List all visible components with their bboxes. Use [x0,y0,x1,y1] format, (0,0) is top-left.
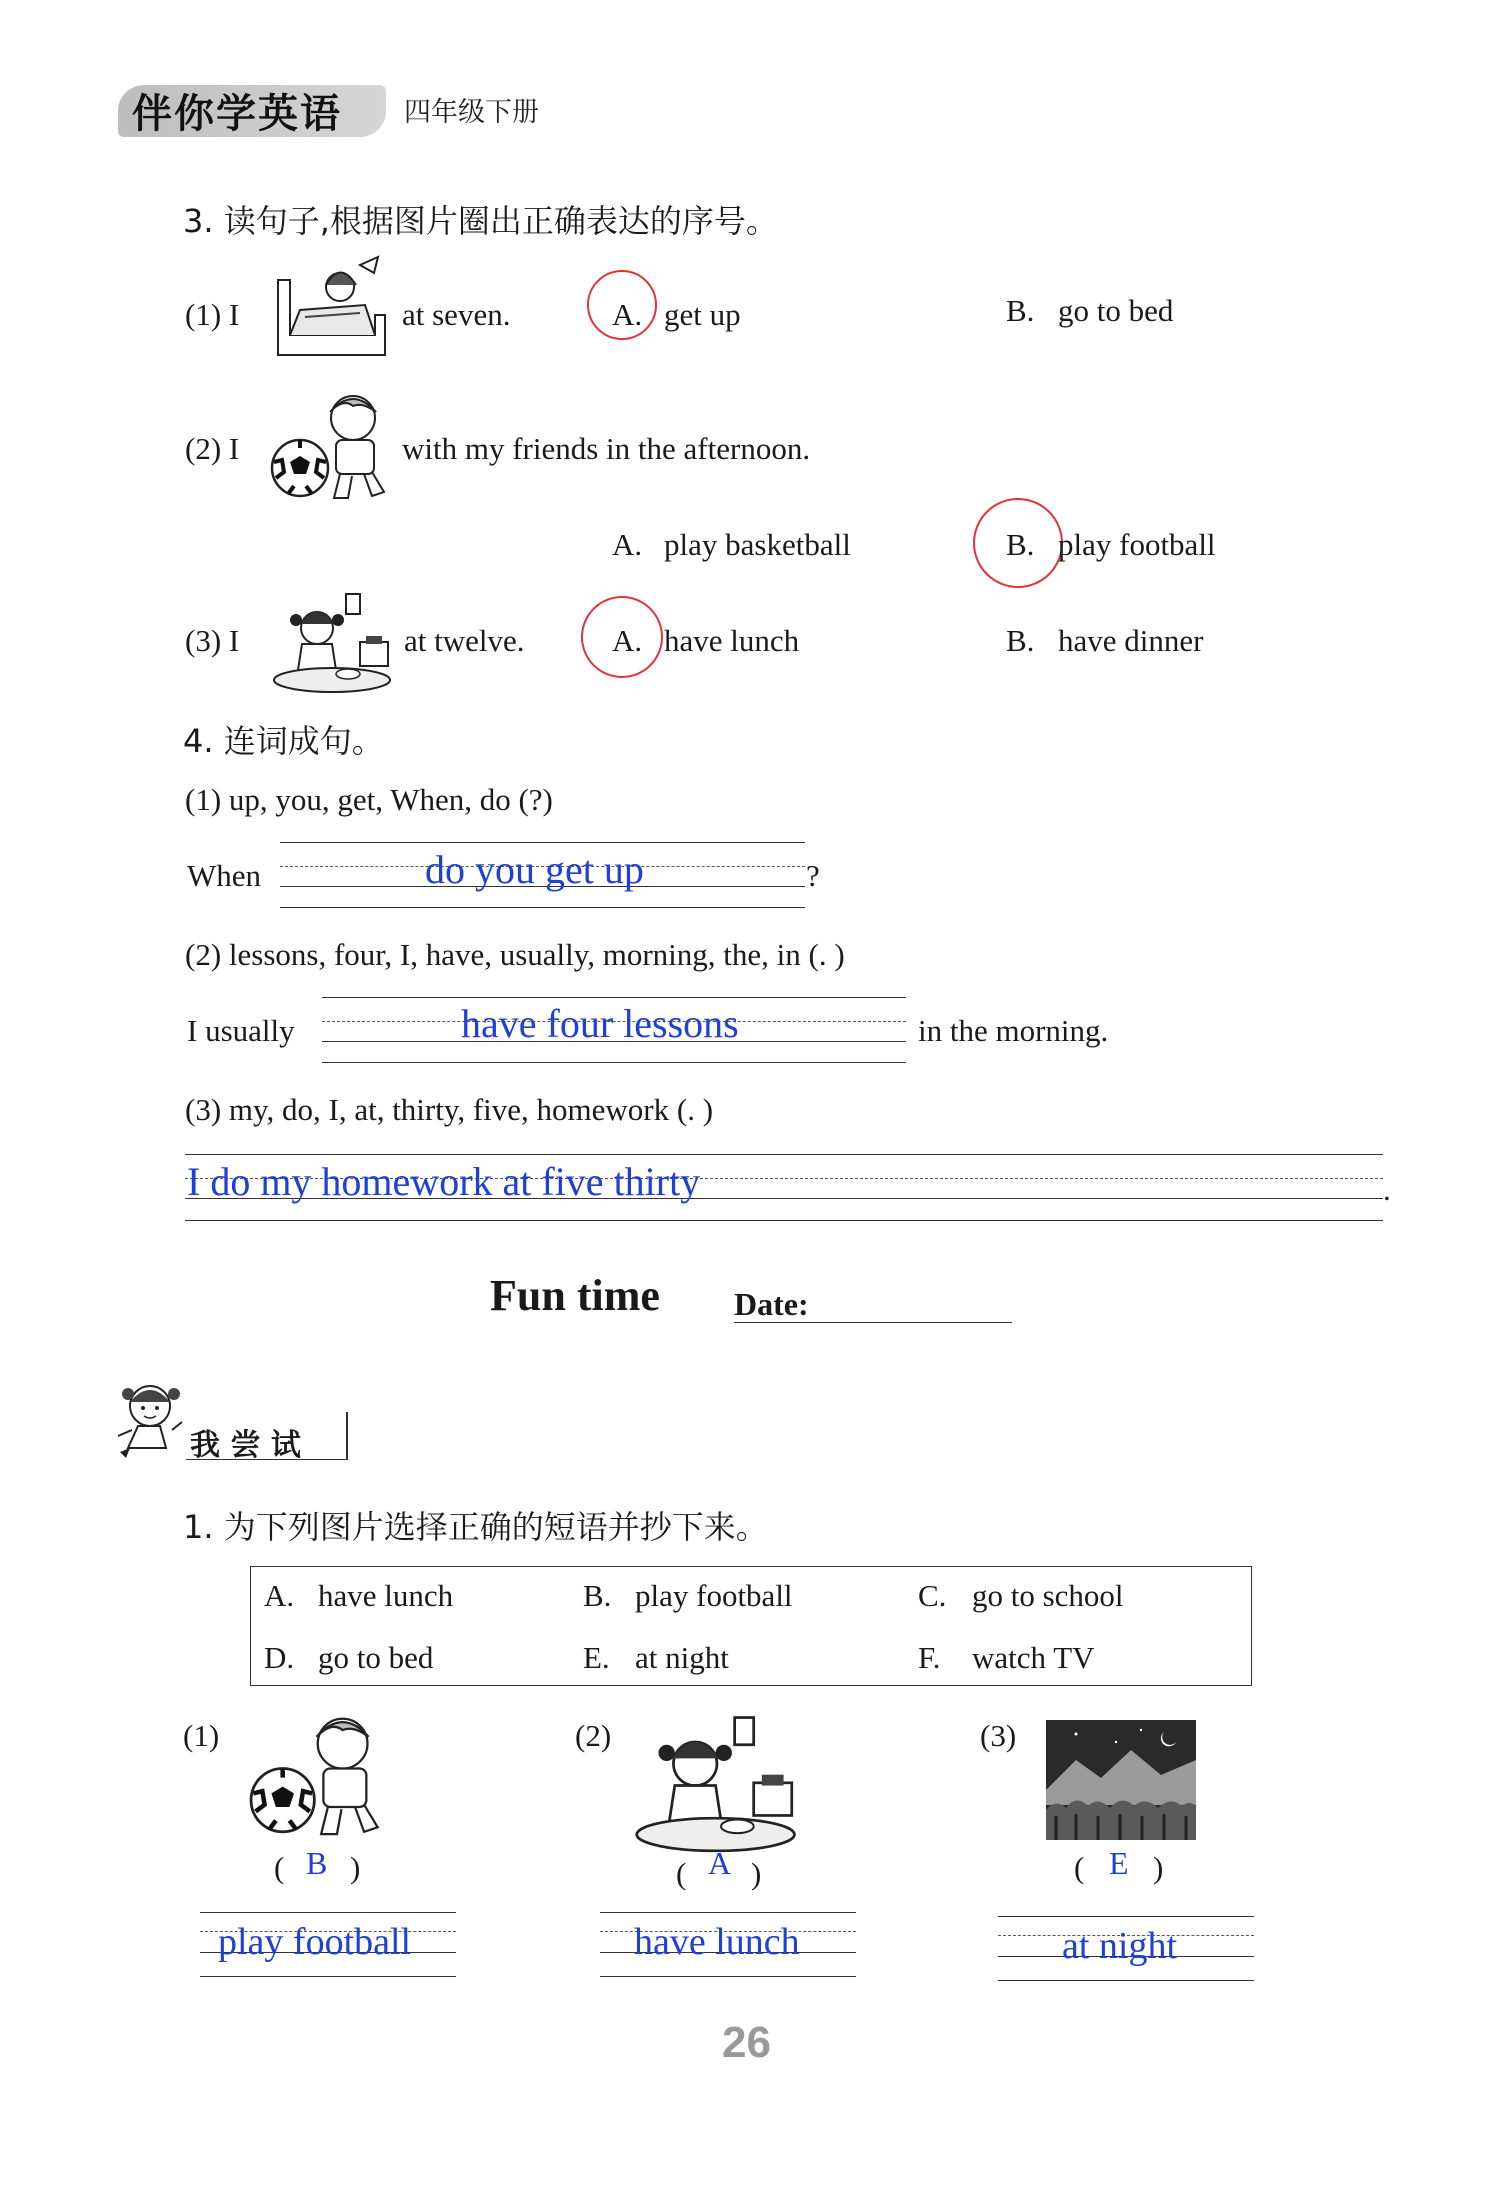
option-c-text: go to school [972,1578,1124,1613]
ex4-q1-words: (1) up, you, get, When, do (?) [185,782,553,817]
girl-lunch-icon [634,1712,804,1855]
writing-line [322,1062,906,1063]
picture3-paren-close: ) [1153,1850,1164,1885]
writing-line [600,1912,856,1913]
date-line [734,1322,1012,1323]
ex3-item1-opt-a-text[interactable]: get up [664,297,741,332]
ex4-q1-prefix: When [187,858,262,893]
option-e-text: at night [635,1640,729,1675]
writing-line [600,1976,856,1977]
ex3-item1-opt-b[interactable]: B. [1006,293,1035,328]
ex4-q2-words: (2) lessons, four, I, have, usually, morning, the, in (. ) [185,937,845,972]
ex3-item3-opt-a[interactable]: A. [612,623,643,658]
picture2-num: (2) [575,1718,612,1753]
option-c-letter: C. [918,1578,947,1613]
date-label: Date: [734,1286,809,1322]
girl-mascot-icon [108,1378,188,1460]
picture3-paren-open: ( [1074,1850,1085,1885]
writing-line [280,907,805,908]
option-a-text: have lunch [318,1578,454,1613]
picture2-paren-close: ) [751,1856,762,1891]
book-title: 伴你学英语 [132,91,342,137]
ex4-title: 4. 连词成句。 [183,722,384,760]
option-d-letter: D. [264,1640,295,1675]
ex3-item1-opt-a[interactable]: A. [612,297,643,332]
writing-line [185,1154,1383,1155]
grade-label: 四年级下册 [404,97,539,128]
ex4-q1-suffix: ? [806,858,820,893]
ex3-item2-num: (2) I [185,431,240,466]
try-badge-bar [346,1412,348,1460]
ex3-item1-opt-b-text[interactable]: go to bed [1058,293,1174,328]
ex3-item2-opt-a-text[interactable]: play basketball [664,527,851,562]
option-d-text: go to bed [318,1640,434,1675]
picture1-paren-open: ( [274,1850,285,1885]
option-b-text: play football [635,1578,793,1613]
ex3-title: 3. 读句子,根据图片圈出正确表达的序号。 [183,202,778,240]
ex4-q2-prefix: I usually [187,1013,295,1048]
writing-line [998,1916,1254,1917]
try-title: 1. 为下列图片选择正确的短语并抄下来。 [183,1508,768,1546]
try-badge-underline [186,1459,348,1460]
picture3-answer[interactable]: at night [1062,1925,1178,1967]
ex4-q3-words: (3) my, do, I, at, thirty, five, homework (. ) [185,1092,714,1127]
picture2-choice[interactable]: A [708,1845,732,1881]
ex4-q1-answer[interactable]: do you get up [425,847,644,892]
girl-lunch-icon [272,590,397,695]
page-number: 26 [722,2018,771,2067]
ex3-item3-opt-a-text[interactable]: have lunch [664,623,800,658]
ex3-item2-after: with my friends in the afternoon. [402,431,811,466]
ex3-item2-opt-a[interactable]: A. [612,527,643,562]
option-f-letter: F. [918,1640,941,1675]
option-f-text: watch TV [972,1640,1095,1675]
writing-line [998,1980,1254,1981]
night-scene-icon [1046,1720,1196,1840]
boy-football-icon [245,1712,395,1842]
boy-football-icon [268,390,398,505]
ex4-q3-answer[interactable]: I do my homework at five thirty [187,1159,701,1204]
writing-line [200,1976,456,1977]
picture1-answer[interactable]: play football [218,1921,412,1963]
writing-line [280,842,805,843]
ex4-q2-suffix: in the morning. [918,1013,1109,1048]
writing-line [322,997,906,998]
picture3-num: (3) [980,1718,1017,1753]
ex3-item2-opt-b[interactable]: B. [1006,527,1035,562]
ex3-item2-opt-b-text[interactable]: play football [1058,527,1216,562]
ex3-item3-opt-b-text[interactable]: have dinner [1058,623,1204,658]
ex3-item3-num: (3) I [185,623,240,658]
picture1-num: (1) [183,1718,220,1753]
option-e-letter: E. [583,1640,610,1675]
picture2-answer[interactable]: have lunch [634,1921,800,1963]
ex4-q2-answer[interactable]: have four lessons [461,1001,739,1046]
try-badge: 我 尝 试 [190,1428,301,1463]
option-b-letter: B. [583,1578,612,1613]
picture1-choice[interactable]: B [306,1845,328,1881]
ex3-item3-after: at twelve. [404,623,525,658]
picture1-paren-close: ) [350,1850,361,1885]
writing-line [185,1220,1383,1221]
bed-wakeup-icon [270,255,390,365]
writing-line [200,1912,456,1913]
picture3-choice[interactable]: E [1109,1845,1129,1881]
picture2-paren-open: ( [676,1856,687,1891]
ex3-item1-num: (1) I [185,297,240,332]
ex3-item3-opt-b[interactable]: B. [1006,623,1035,658]
fun-time-title: Fun time [490,1271,660,1320]
ex3-item1-after: at seven. [402,297,511,332]
ex4-q3-suffix: . [1383,1172,1391,1207]
option-a-letter: A. [264,1578,295,1613]
